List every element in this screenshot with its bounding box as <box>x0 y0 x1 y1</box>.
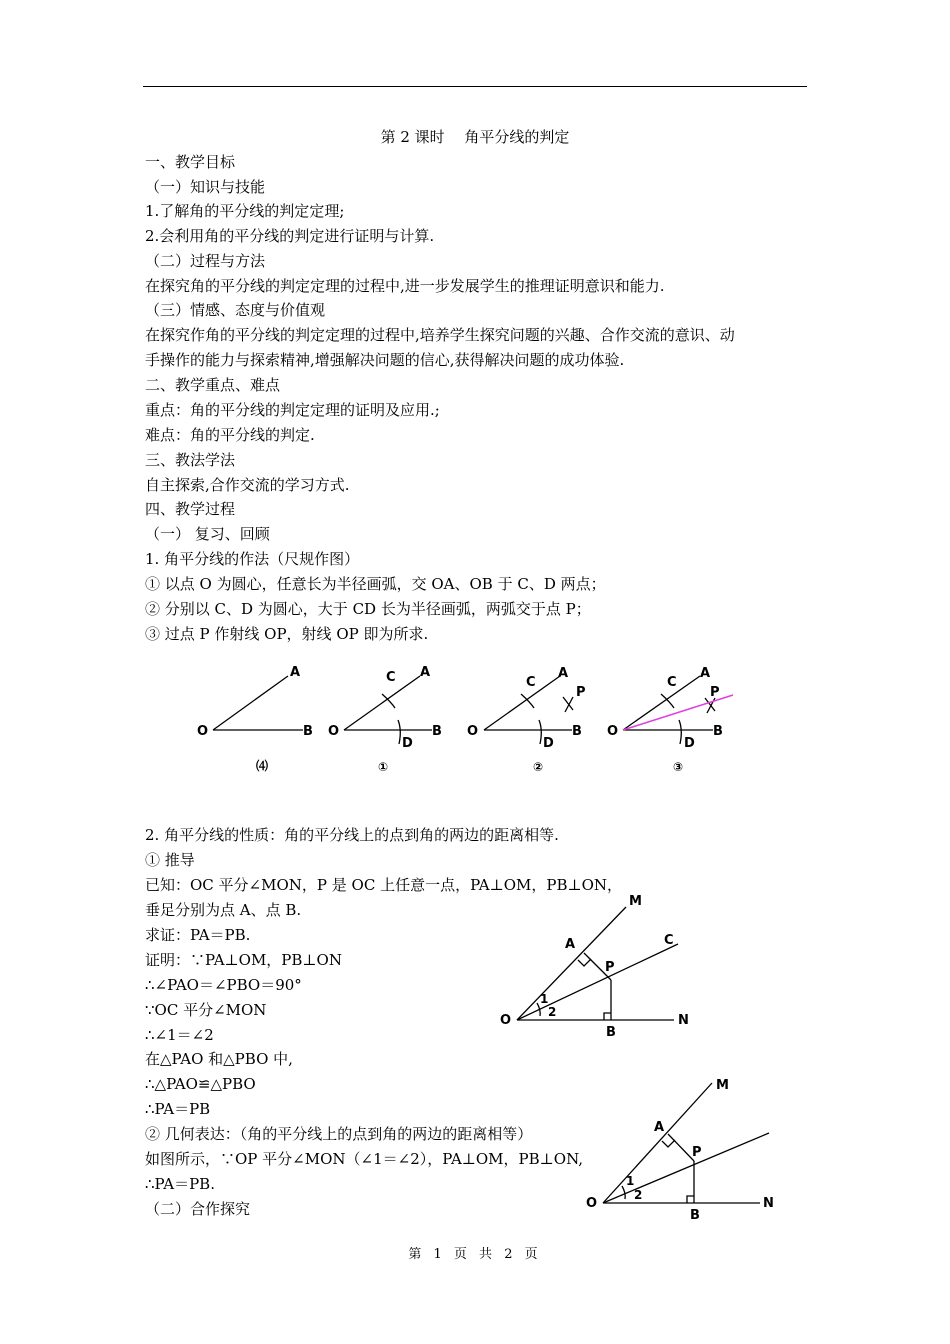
text-line: ∴∠1＝∠2 <box>145 1026 214 1044</box>
text-line: （三）情感、态度与价值观 <box>145 301 326 319</box>
text-line: 手操作的能力与探索精神,增强解决问题的信心,获得解决问题的成功体验. <box>145 351 625 369</box>
label-C: C <box>526 675 536 690</box>
label-A: A <box>290 665 301 680</box>
label-A: A <box>420 665 431 680</box>
label-A: A <box>558 666 569 681</box>
angle-2: 2 <box>634 1188 643 1202</box>
text-line: （一）知识与技能 <box>145 178 266 196</box>
text-line: 证明：∵PA⊥OM，PB⊥ON <box>145 951 342 969</box>
text-line: ② 分别以 C、D 为圆心，大于 CD 长为半径画弧，两弧交于点 P； <box>145 600 591 618</box>
text-line: 在探究作角的平分线的判定定理的过程中,培养学生探究问题的兴趣、合作交流的意识、动 <box>145 326 735 344</box>
label-A: A <box>565 937 576 952</box>
page-footer: 第 1 页 共 2 页 <box>408 1247 542 1262</box>
label-B: B <box>713 724 723 739</box>
label-M: M <box>629 894 642 909</box>
text-line: 2. 角平分线的性质：角的平分线上的点到角的两边的距离相等. <box>145 826 559 844</box>
text-line: ∴PA＝PB <box>145 1100 211 1118</box>
label-P: P <box>710 685 720 700</box>
label-B: B <box>690 1208 700 1223</box>
text-line: ∵OC 平分∠MON <box>145 1001 267 1019</box>
text-line: ① 推导 <box>145 851 195 869</box>
label-M: M <box>716 1078 729 1093</box>
label-D: D <box>684 736 695 751</box>
label-N: N <box>678 1013 689 1028</box>
text-line: 1. 角平分线的作法（尺规作图） <box>145 550 360 568</box>
text-line: 如图所示，∵OP 平分∠MON（∠1＝∠2），PA⊥OM，PB⊥ON, <box>145 1150 583 1168</box>
label-C: C <box>667 675 677 690</box>
label-P: P <box>605 960 615 975</box>
label-D: D <box>543 736 554 751</box>
label-A: A <box>700 666 711 681</box>
label-B: B <box>432 724 442 739</box>
label-D: D <box>402 736 413 751</box>
text-line: 重点：角的平分线的判定定理的证明及应用.; <box>145 401 440 419</box>
text-line: （二）过程与方法 <box>145 252 266 270</box>
label-O: O <box>500 1013 512 1028</box>
label-O: O <box>197 724 209 739</box>
construction-figure <box>213 676 715 744</box>
text-line: 四、教学过程 <box>145 500 236 518</box>
label-O: O <box>586 1196 598 1211</box>
text-line: 自主探索,合作交流的学习方式. <box>145 476 350 494</box>
angle-2: 2 <box>548 1005 557 1019</box>
label-C: C <box>386 670 396 685</box>
page-title: 第 2 课时 角平分线的判定 <box>380 128 570 146</box>
text-line: （二）合作探究 <box>145 1200 251 1218</box>
angle-1: 1 <box>540 992 549 1006</box>
construction-labels <box>197 665 723 774</box>
text-line: 求证：PA＝PB. <box>145 926 251 944</box>
text-line: 二、教学重点、难点 <box>145 376 281 394</box>
text-line: 已知：OC 平分∠MON，P 是 OC 上任意一点，PA⊥OM，PB⊥ON， <box>145 876 623 894</box>
proof-figure-1-labels <box>500 894 689 1040</box>
text-line: 在△PAO 和△PBO 中, <box>145 1050 293 1068</box>
text-line: 2.会利用角的平分线的判定进行证明与计算. <box>145 227 435 245</box>
text-line: 一、教学目标 <box>145 153 236 171</box>
text-line: ∴∠PAO＝∠PBO＝90° <box>145 976 302 994</box>
label-O: O <box>467 724 479 739</box>
label-P: P <box>692 1145 702 1160</box>
label-B: B <box>572 724 582 739</box>
step-mark: ③ <box>673 760 684 774</box>
label-P: P <box>576 685 586 700</box>
label-O: O <box>328 724 340 739</box>
label-A: A <box>654 1120 665 1135</box>
step-mark: ① <box>378 760 389 774</box>
text-line: 难点：角的平分线的判定. <box>145 426 315 444</box>
text-line: ∴△PAO≌△PBO <box>145 1075 256 1093</box>
label-B: B <box>303 724 313 739</box>
text-line: （一） 复习、回顾 <box>145 525 270 543</box>
text-line: 三、教法学法 <box>145 451 236 469</box>
text-line: ③ 过点 P 作射线 OP，射线 OP 即为所求. <box>145 625 429 643</box>
text-line: ② 几何表达：（角的平分线上的点到角的两边的距离相等） <box>145 1125 533 1143</box>
label-O: O <box>607 724 619 739</box>
text-line: 垂足分别为点 A、点 B. <box>145 901 302 919</box>
step-mark: ② <box>533 760 544 774</box>
text-line: ∴PA＝PB. <box>145 1175 215 1193</box>
text-line: 在探究角的平分线的判定定理的过程中,进一步发展学生的推理证明意识和能力. <box>145 277 665 295</box>
proof-figure-2-labels <box>586 1078 774 1223</box>
text-line: ① 以点 O 为圆心，任意长为半径画弧，交 OA、OB 于 C、D 两点； <box>145 575 606 593</box>
label-N: N <box>763 1196 774 1211</box>
text-line: 1.了解角的平分线的判定定理; <box>145 202 345 220</box>
label-C: C <box>664 933 674 948</box>
label-B: B <box>606 1025 616 1040</box>
step-mark: ⑷ <box>256 759 269 773</box>
angle-1: 1 <box>626 1174 635 1188</box>
